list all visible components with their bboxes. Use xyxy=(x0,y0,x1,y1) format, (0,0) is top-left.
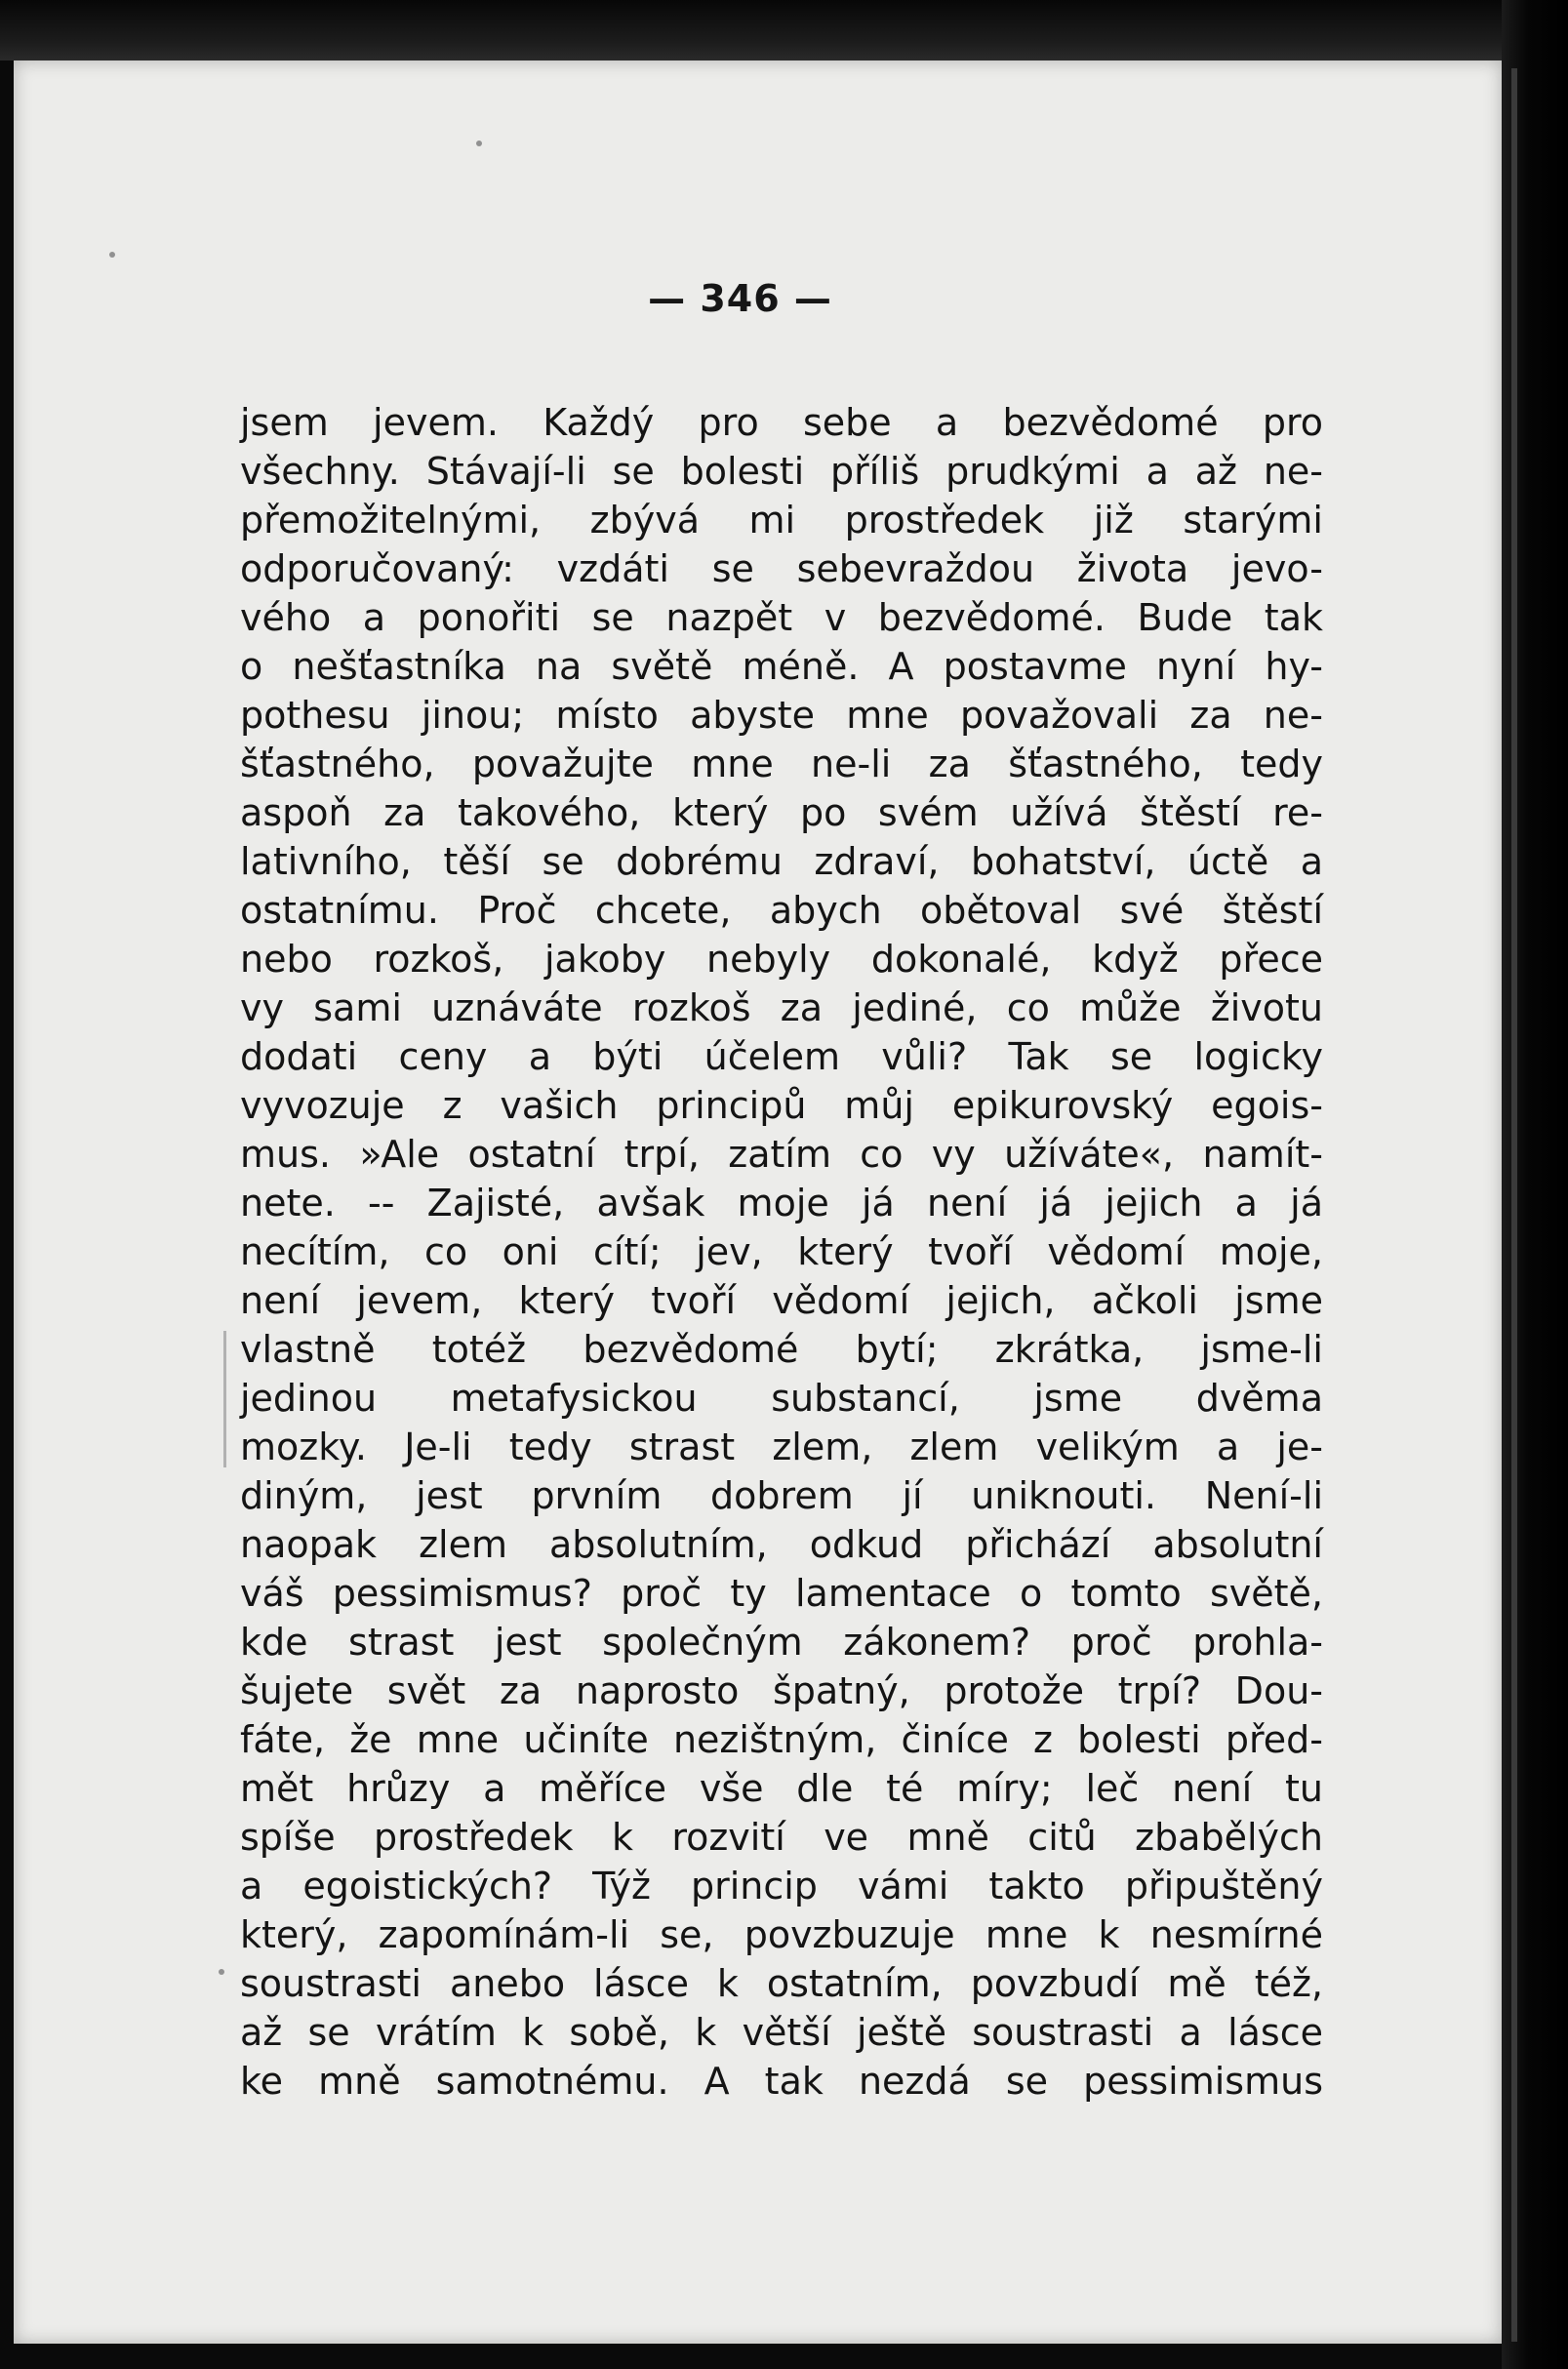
paper-speck xyxy=(109,252,115,258)
text-line: soustrasti anebo lásce k ostatním, povzbudí mě též, xyxy=(240,1962,1323,2005)
text-line: nete. -- Zajisté, avšak moje já není já jejich a já xyxy=(240,1182,1323,1225)
text-line: naopak zlem absolutním, odkud přichází absolutní xyxy=(240,1523,1323,1566)
text-line: fáte, že mne učiníte nezištným, činíce z bolesti před- xyxy=(240,1718,1323,1761)
text-line: jedinou metafysickou substancí, jsme dvěma xyxy=(240,1377,1323,1420)
book-page xyxy=(14,60,1502,2344)
page-number: — 346 — xyxy=(648,277,832,320)
text-line: není jevem, který tvoří vědomí jejich, ačkoli jsme xyxy=(240,1279,1323,1322)
text-line: jsem jevem. Každý pro sebe a bezvědomé pro xyxy=(240,401,1323,444)
text-line: až se vrátím k sobě, k větší ještě soustrasti a lásce xyxy=(240,2011,1323,2054)
text-line: šujete svět za naprosto špatný, protože trpí? Dou- xyxy=(240,1669,1323,1712)
text-line: mět hrůzy a měříce vše dle té míry; leč není tu xyxy=(240,1767,1323,1810)
text-line: lativního, těší se dobrému zdraví, bohatství, úctě a xyxy=(240,840,1323,883)
text-line: ostatnímu. Proč chcete, abych obětoval své štěstí xyxy=(240,889,1323,932)
text-line: spíše prostředek k rozvití ve mně citů zbabělých xyxy=(240,1816,1323,1859)
text-line: všechny. Stávají-li se bolesti příliš prudkými a až ne- xyxy=(240,450,1323,493)
text-line: odporučovaný: vzdáti se sebevraždou života jevo- xyxy=(240,547,1323,590)
text-line: a egoistických? Týž princip vámi takto připuštěný xyxy=(240,1865,1323,1907)
text-line: diným, jest prvním dobrem jí uniknouti. Není-li xyxy=(240,1474,1323,1517)
text-line: aspoň za takového, který po svém užívá štěstí re- xyxy=(240,791,1323,834)
text-line: nebo rozkoš, jakoby nebyly dokonalé, když přece xyxy=(240,938,1323,981)
text-line: ke mně samotnému. A tak nezdá se pessimismus xyxy=(240,2060,1323,2103)
paper-speck xyxy=(476,141,482,146)
text-line: vyvozuje z vašich principů můj epikurovský egois- xyxy=(240,1084,1323,1127)
text-line: vého a ponořiti se nazpět v bezvědomé. Bude tak xyxy=(240,596,1323,639)
text-line: šťastného, považujte mne ne-li za šťastného, tedy xyxy=(240,743,1323,785)
paper-speck xyxy=(219,1969,224,1975)
text-line: necítím, co oni cítí; jev, který tvoří vědomí moje, xyxy=(240,1230,1323,1273)
text-line: váš pessimismus? proč ty lamentace o tomto světě, xyxy=(240,1572,1323,1615)
scan-top-edge xyxy=(0,0,1568,60)
body-text xyxy=(240,398,1323,2106)
text-line: přemožitelnými, zbývá mi prostředek již starými xyxy=(240,499,1323,542)
text-line: mus. »Ale ostatní trpí, zatím co vy užíváte«, namít- xyxy=(240,1133,1323,1176)
text-line: který, zapomínám-li se, povzbuzuje mne k nesmírné xyxy=(240,1913,1323,1956)
text-line: mozky. Je-li tedy strast zlem, zlem velikým a je- xyxy=(240,1425,1323,1468)
text-line: kde strast jest společným zákonem? proč prohla- xyxy=(240,1621,1323,1664)
text-line: pothesu jinou; místo abyste mne považovali za ne- xyxy=(240,694,1323,737)
margin-pencil-mark xyxy=(223,1331,226,1467)
text-line: vy sami uznáváte rozkoš za jediné, co může životu xyxy=(240,986,1323,1029)
page-spine-strip xyxy=(1511,68,1517,2342)
text-line: vlastně totéž bezvědomé bytí; zkrátka, jsme-li xyxy=(240,1328,1323,1371)
text-line: o nešťastníka na světě méně. A postavme nyní hy- xyxy=(240,645,1323,688)
text-line: dodati ceny a býti účelem vůli? Tak se logicky xyxy=(240,1035,1323,1078)
